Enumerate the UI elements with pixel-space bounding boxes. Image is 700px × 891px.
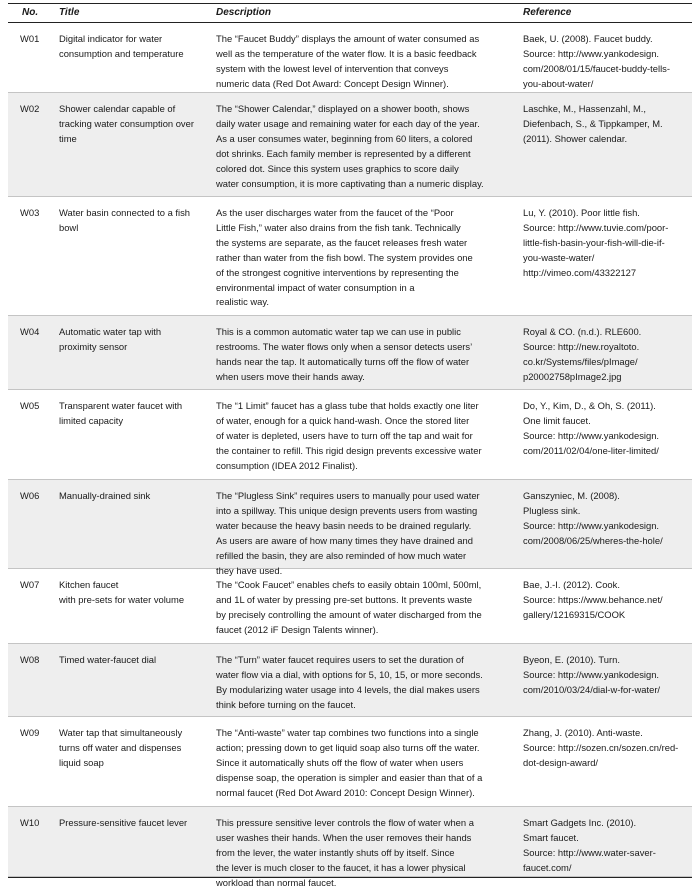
row-description-line: This pressure sensitive lever controls the flow of water when a [216,817,474,828]
row-description-line: from the lever, the water instantly shuts off by itself. Since [216,846,455,858]
row-title-line: Transparent water faucet with [59,400,183,411]
row-title [59,578,209,608]
row-description-line: The “Faucet Buddy” displays the amount of water consumed as [216,33,480,44]
row-description-line: think before turning on the faucet. [216,698,356,710]
row-description-line: workload than normal faucet. [216,876,337,888]
row-number: W07 [20,579,40,590]
table-header-row [8,4,692,22]
row-reference [523,653,689,698]
row-title-line: Manually-drained sink [59,490,151,501]
row-number: W04 [20,326,40,337]
row-description-line: The “Plugless Sink” requires users to manually pour used water [216,490,480,501]
row-number: W06 [20,490,40,501]
row-description-line: As a user consumes water, beginning from 60 liters, a colored [216,132,473,144]
row-number: W01 [20,33,40,44]
row-description [216,816,516,891]
row-description-line: restrooms. The water flows only when a sensor detects users’ [216,340,473,352]
row-description-line: Little Fish,” water also drains from the fish tank. Technically [216,221,461,233]
row-reference [523,399,689,459]
row-reference [523,578,689,623]
row-description-line: The “Anti-waste” water tap combines two functions into a single [216,727,479,738]
row-description-line: This is a common automatic water tap we can use in public [216,326,461,337]
row-description-line: dispense soap, the operation is simpler and easier than that of a [216,771,483,783]
row-description-line: of water is depleted, users have to turn off the tap and wait for [216,429,473,441]
row-title-line: Kitchen faucet [59,579,119,590]
row-reference [523,32,689,92]
row-reference-line: Laschke, M., Hassenzahl, M., [523,103,646,114]
row-reference-line: com/2008/01/15/faucet-buddy-tells- [523,62,670,74]
row-reference [523,102,689,147]
row-reference [523,489,689,549]
row-description-line: The “Cook Faucet” enables chefs to easily obtain 100ml, 500ml, [216,579,482,590]
row-title-line: tracking water consumption over [59,117,194,129]
row-title [59,489,209,504]
row-description-line: daily water usage and remaining water for each day of the year. [216,117,480,129]
header-title: Title [59,7,80,18]
row-description-line: refilled the basin, they are also reminded of how much water [216,549,467,561]
row-number: W05 [20,400,40,411]
row-number: W03 [20,207,40,218]
row-description-line: The “Shower Calendar,” displayed on a shower booth, shows [216,103,470,114]
row-description-line: consumption (IDEA 2012 Finalist). [216,459,358,471]
row-title-line: Water tap that simultaneously [59,727,183,738]
row-reference-line: com/2010/03/24/dial-w-for-water/ [523,683,661,695]
row-number: W02 [20,103,40,114]
row-description-line: By modularizing water usage into 4 levels, the dial makes users [216,683,480,695]
row-description-line: colored dot. Since this system uses graphics to score daily [216,162,459,174]
row-title [59,325,209,355]
row-reference-line: Smart faucet. [523,831,579,843]
row-description [216,206,516,310]
header-description: Description [216,7,272,18]
row-reference-line: Royal & CO. (n.d.). RLE600. [523,326,642,337]
row-description-line: water flow via a dial, with options for 5, 10, 15, or more seconds. [216,668,483,680]
row-description-line: realistic way. [216,296,269,308]
row-reference-line: com/2011/02/04/one-liter-limited/ [523,444,659,456]
row-reference-line: Zhang, J. (2010). Anti-waste. [523,727,643,738]
row-description [216,653,516,713]
row-description-line: water because the heavy basin needs to be drained regularly. [216,519,472,531]
row-description [216,32,516,92]
table-row [8,480,692,576]
row-reference-line: Source: http://sozen.cn/sozen.cn/red- [523,741,679,753]
table-row [8,644,692,717]
table-row [8,23,692,93]
row-reference-line: Source: http://www.tuvie.com/poor- [523,221,669,233]
row-reference-line: com/2008/06/25/wheres-the-hole/ [523,534,663,546]
row-description-line: the lever is much closer to the faucet, it has a lower physical [216,861,466,873]
row-description-line: by precisely controlling the amount of water discharged from the [216,608,482,620]
row-description-line: The “Turn” water faucet requires users to set the duration of [216,654,464,665]
row-description [216,578,516,638]
row-reference-line: One limit faucet. [523,414,591,426]
row-title [59,102,209,147]
row-reference-line: Lu, Y. (2010). Poor little fish. [523,207,640,218]
row-title-line: liquid soap [59,756,104,768]
row-reference-line: Plugless sink. [523,504,581,516]
header-reference: Reference [523,7,572,18]
row-reference-line: Do, Y., Kim, D., & Oh, S. (2011). [523,400,656,411]
row-reference-line: p20002758pImage2.jpg [523,370,622,382]
row-description-line: water consumption, it is more captivating than a numeric display. [216,177,484,189]
row-reference-line: Byeon, E. (2010). Turn. [523,654,620,665]
row-description-line: the container to refill. This rigid design prevents excessive water [216,444,482,456]
row-description-line: numeric data (Red Dot Award: Concept Design Winner). [216,77,449,89]
table-row [8,93,692,197]
row-reference-line: co.kr/Systems/files/pImage/ [523,355,638,367]
table-row [8,717,692,807]
row-reference-line: Bae, J.-I. (2012). Cook. [523,579,620,590]
row-reference-line: Diefenbach, S., & Tippkamper, M. [523,117,663,129]
row-title [59,726,209,771]
row-description-line: action; pressing down to get liquid soap also turns off the water. [216,741,480,753]
row-reference-line: Source: http://www.water-saver- [523,846,656,858]
table-row [8,197,692,316]
row-reference-line: Source: http://www.yankodesign. [523,668,660,680]
row-reference-line: you-waste-water/ [523,251,595,263]
row-title-line: limited capacity [59,414,124,426]
row-title-line: proximity sensor [59,340,128,352]
row-number: W10 [20,817,40,828]
row-reference [523,325,689,385]
row-title [59,206,209,236]
row-description-line: system with the lowest level of intervention that conveys [216,62,449,74]
row-description [216,399,516,474]
row-title-line: with pre-sets for water volume [59,593,185,605]
row-description-line: hands near the tap. It automatically turns off the flow of water [216,355,470,367]
row-description-line: As users are aware of how many times they have drained and [216,534,473,546]
row-reference-line: gallery/12169315/COOK [523,608,626,620]
row-description-line: As the user discharges water from the faucet of the “Poor [216,207,454,218]
row-title [59,653,209,668]
row-number: W08 [20,654,40,665]
table-row [8,807,692,888]
row-reference-line: http://vimeo.com/43322127 [523,266,637,278]
row-reference-line: Source: http://www.yankodesign. [523,519,660,531]
row-title-line: time [59,132,77,144]
row-description-line: dot shrinks. Each family member is represented by a different [216,147,471,159]
row-description [216,325,516,385]
row-description-line: when users move their hands away. [216,370,365,382]
row-reference-line: Smart Gadgets Inc. (2010). [523,817,637,828]
table-bottom-rule [8,877,692,878]
row-reference [523,726,689,771]
row-description-line: The “1 Limit” faucet has a glass tube that holds exactly one liter [216,400,479,411]
row-description-line: of the strongest cognitive interventions by representing the [216,266,459,278]
row-reference [523,206,689,281]
row-reference-line: Source: https://www.behance.net/ [523,593,663,605]
row-number: W09 [20,727,40,738]
row-reference-line: Source: http://new.royaltoto. [523,340,640,352]
row-reference-line: Source: http://www.yankodesign. [523,429,660,441]
row-reference-line: you-about-water/ [523,77,594,89]
row-description-line: Since it automatically shuts off the flow of water when users [216,756,464,768]
row-reference-line: Baek, U. (2008). Faucet buddy. [523,33,653,44]
row-title [59,32,209,62]
row-description-line: the systems are separate, as the faucet releases fresh water [216,236,468,248]
row-title-line: Water basin connected to a fish [59,207,190,218]
row-title-line: turns off water and dispenses [59,741,182,753]
row-description-line: and 1L of water by pressing pre-set buttons. It prevents waste [216,593,473,605]
row-description-line: rather than water from the fish bowl. The system provides one [216,251,473,263]
row-reference-line: Source: http://www.yankodesign. [523,47,660,59]
row-description-line: into a spillway. This unique design prevents users from wasting [216,504,478,516]
row-description-line: user washes their hands. When the user removes their hands [216,831,472,843]
row-description-line: faucet (2012 iF Design Talents winner). [216,623,379,635]
row-title-line: consumption and temperature [59,47,184,59]
row-description [216,102,516,191]
row-description-line: well as the temperature of the water flow. It is a basic feedback [216,47,477,59]
table-row [8,316,692,390]
row-description-line: they have used. [216,564,283,576]
row-title-line: Digital indicator for water [59,33,163,44]
row-title-line: Timed water-faucet dial [59,654,157,665]
row-reference-line: little-fish-basin-your-fish-will-die-if- [523,236,665,248]
row-title-line: Shower calendar capable of [59,103,176,114]
row-reference [523,816,689,876]
table-row [8,569,692,644]
row-description [216,489,516,578]
row-title-line: Pressure-sensitive faucet lever [59,817,188,828]
header-no: No. [22,7,39,18]
row-title [59,399,209,429]
row-description-line: environmental impact of water consumption in a [216,281,415,293]
row-title-line: bowl [59,221,79,233]
table-row [8,390,692,480]
row-title-line: Automatic water tap with [59,326,162,337]
row-reference-line: dot-design-award/ [523,756,599,768]
row-description-line: of water, enough for a quick hand-wash. Once the stored liter [216,414,470,426]
row-reference-line: Ganszyniec, M. (2008). [523,490,620,501]
row-title [59,816,209,831]
row-reference-line: faucet.com/ [523,861,572,873]
row-description [216,726,516,801]
row-reference-line: (2011). Shower calendar. [523,132,628,144]
row-description-line: normal faucet (Red Dot Award 2010: Concept Design Winner). [216,786,475,798]
